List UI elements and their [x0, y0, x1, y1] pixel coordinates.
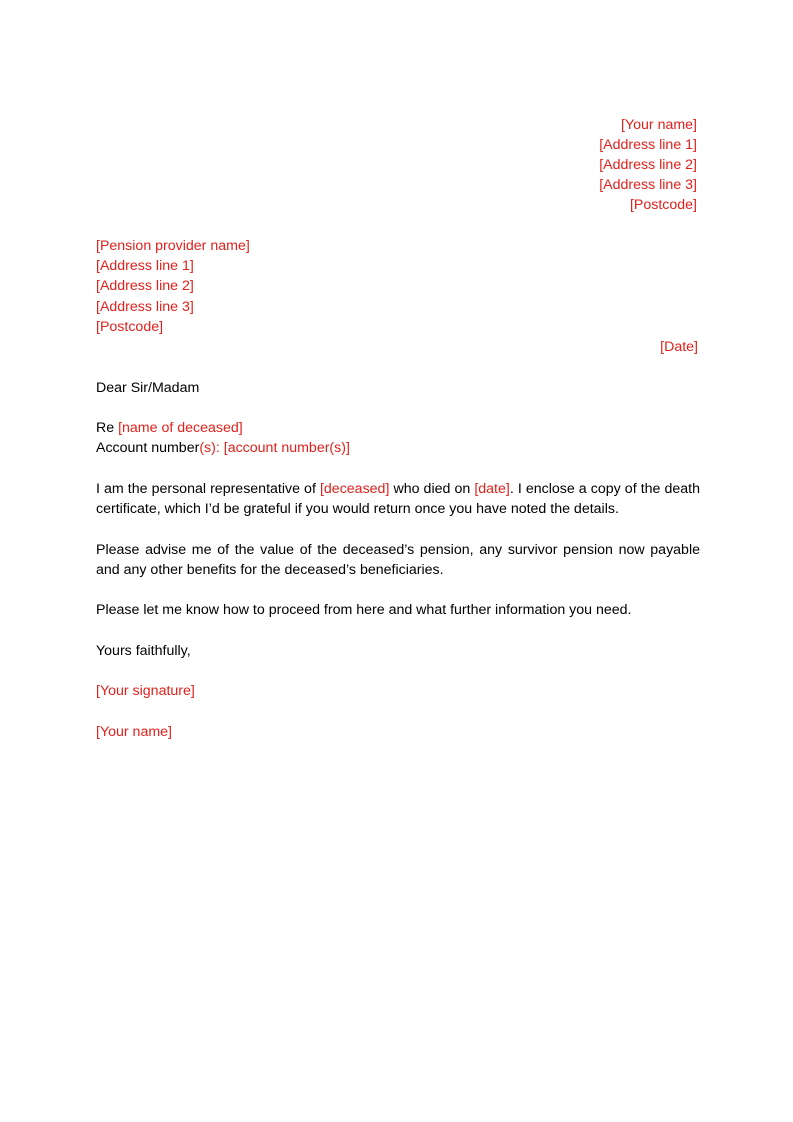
sender-name: [Your name] — [621, 117, 697, 133]
account-prefix: Account number — [96, 440, 200, 456]
sender-address-line-1: [Address line 1] — [599, 137, 697, 153]
paragraph-1-text-a: I am the personal representative of — [96, 481, 320, 497]
recipient-address-line-3: [Address line 3] — [96, 299, 194, 315]
recipient-name: [Pension provider name] — [96, 238, 250, 254]
letter-date: [Date] — [660, 339, 698, 355]
paragraph-next-steps: Please let me know how to proceed from here and what further information you need. — [96, 602, 632, 618]
signoff-name-placeholder: [Your name] — [96, 724, 172, 740]
recipient-address-line-2: [Address line 2] — [96, 278, 194, 294]
recipient-address-line-1: [Address line 1] — [96, 258, 194, 274]
account-suffix: (s): — [199, 440, 224, 456]
recipient-postcode: [Postcode] — [96, 319, 164, 335]
paragraph-1-text-b: who died on — [389, 481, 475, 497]
sender-address-line-3: [Address line 3] — [599, 177, 697, 193]
re-prefix: Re — [96, 420, 119, 436]
closing: Yours faithfully, — [96, 643, 191, 659]
paragraph-pension-value: Please advise me of the value of the deceased’s pension, any survivor pension now payable and any other benefits for the deceased’s beneficiaries. — [96, 542, 700, 579]
deceased-placeholder: [deceased] — [319, 481, 390, 497]
paragraph-representative — [96, 479, 700, 520]
account-numbers-placeholder: [account number(s)] — [223, 440, 350, 456]
account-number-line — [96, 438, 350, 458]
sender-address-line-2: [Address line 2] — [599, 157, 697, 173]
reference-line — [96, 418, 243, 438]
paragraph-1-text-c: . I enclose a copy of the death certificate, which I’d be grateful if you would return once you have noted the details. — [96, 481, 701, 518]
death-date-placeholder: [date] — [474, 481, 510, 497]
sender-postcode: [Postcode] — [629, 197, 697, 213]
salutation: Dear Sir/Madam — [96, 380, 200, 396]
signature-placeholder: [Your signature] — [96, 683, 195, 699]
deceased-name-placeholder: [name of deceased] — [118, 420, 243, 436]
